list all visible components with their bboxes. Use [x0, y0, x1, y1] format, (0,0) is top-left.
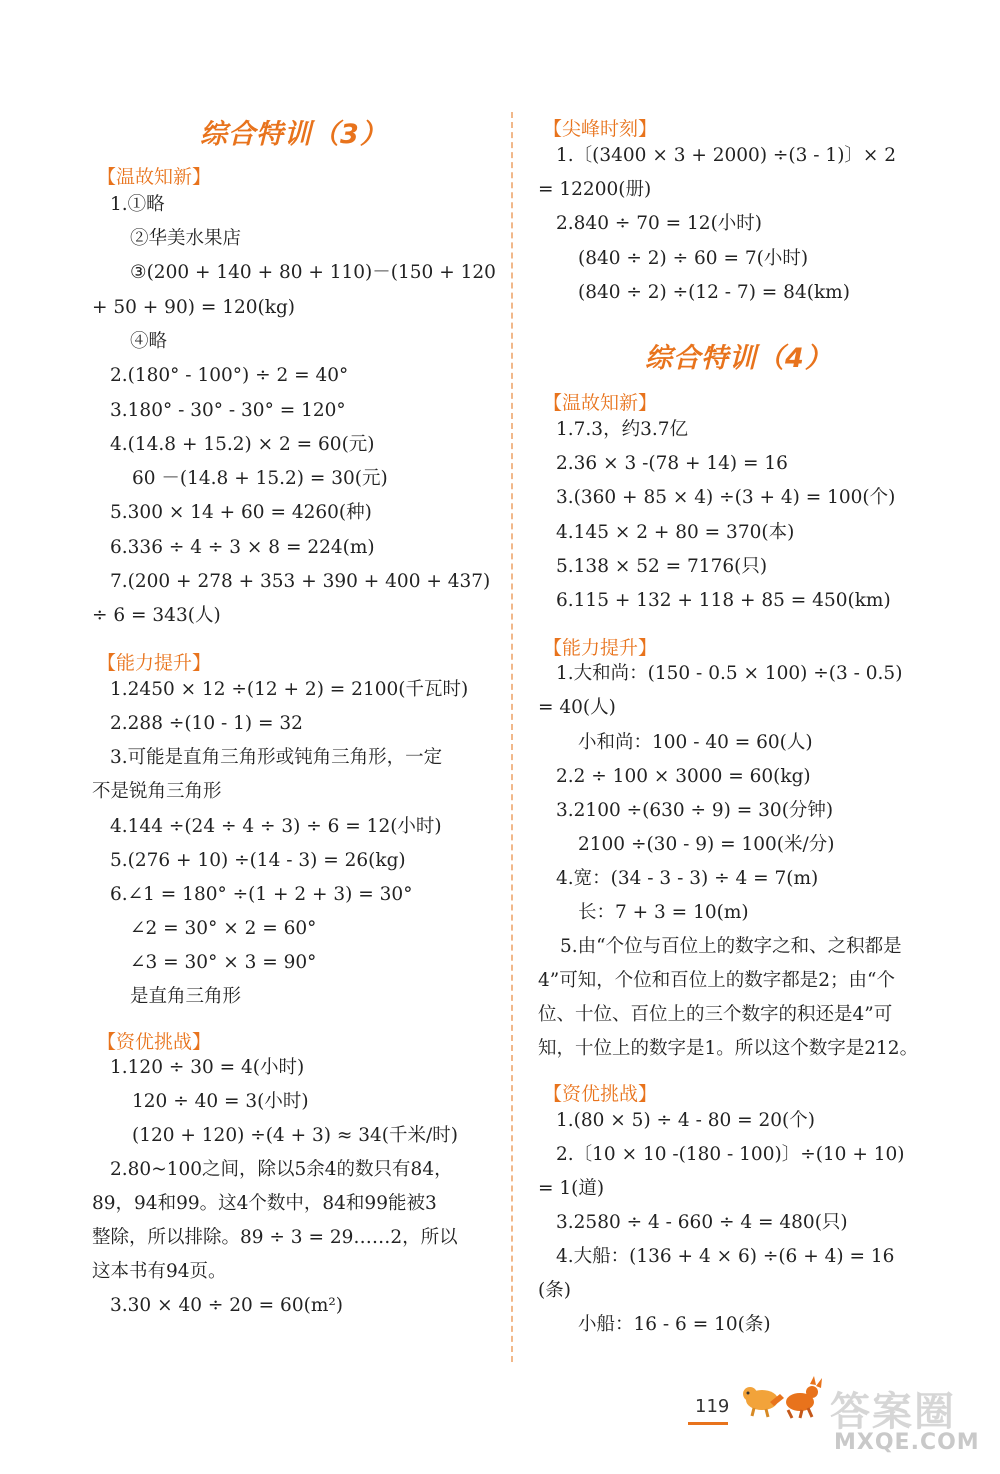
- section-header-right-1: 【温故知新】: [543, 392, 658, 414]
- answer-line: 89，94和99。这4个数中，84和99能被3: [92, 1193, 437, 1214]
- answer-line: 3.2580 ÷ 4 - 660 ÷ 4 = 480(只): [556, 1212, 848, 1233]
- answer-line: 3.2100 ÷(630 ÷ 9) = 30(分钟): [556, 800, 834, 821]
- page-number: 119: [695, 1396, 730, 1417]
- answer-line: 1.120 ÷ 30 = 4(小时): [110, 1057, 305, 1078]
- answer-line: 2.36 × 3 -(78 + 14) = 16: [556, 453, 788, 474]
- column-divider: [511, 112, 513, 1362]
- watermark-logo-text: 答案圈: [830, 1389, 956, 1435]
- answer-line: 长：7 + 3 = 10(m): [578, 902, 749, 923]
- answer-line: ÷ 6 = 343(人): [92, 605, 221, 626]
- answer-line: 2.80~100之间，除以5余4的数只有84，: [110, 1159, 453, 1180]
- answer-line: ③(200 + 140 + 80 + 110)－(150 + 120: [130, 262, 496, 283]
- answer-line: 小和尚：100 - 40 = 60(人): [578, 732, 813, 753]
- answer-line: (120 + 120) ÷(4 + 3) ≈ 34(千米/时): [132, 1125, 458, 1146]
- answer-line: 4.145 × 2 + 80 = 370(本): [556, 522, 795, 543]
- answer-line: 5.138 × 52 = 7176(只): [556, 556, 768, 577]
- title-left: 综合特训（3）: [200, 119, 388, 150]
- answer-line: 2.2 ÷ 100 × 3000 = 60(kg): [556, 766, 811, 787]
- answer-line: + 50 + 90) = 120(kg): [92, 297, 296, 318]
- answer-line: 60 －(14.8 + 15.2) = 30(元): [132, 468, 388, 489]
- answer-line: = 12200(册): [538, 179, 652, 200]
- answer-line: 1.①略: [110, 194, 165, 215]
- answer-line: (840 ÷ 2) ÷ 60 = 7(小时): [578, 248, 809, 269]
- page-number-underline: [688, 1422, 728, 1425]
- answer-line: 2.840 ÷ 70 = 12(小时): [556, 213, 763, 234]
- answer-line: 5.由“个位与百位上的数字之和、之积都是: [560, 936, 902, 957]
- answer-line: 是直角三角形: [130, 986, 242, 1007]
- answer-line: 3.30 × 40 ÷ 20 = 60(m²): [110, 1295, 343, 1316]
- answer-line: ②华美水果店: [130, 228, 242, 249]
- section-header-right-2: 【能力提升】: [543, 637, 658, 659]
- answer-line: 1.〔(3400 × 3 + 2000) ÷(3 - 1)〕× 2: [556, 145, 897, 166]
- answer-line: 位、十位、百位上的三个数字的积还是4”可: [538, 1004, 893, 1025]
- answer-line: 2.〔10 × 10 -(180 - 100)〕÷(10 + 10): [556, 1144, 905, 1165]
- answer-line: 4.宽：(34 - 3 - 3) ÷ 4 = 7(m): [556, 868, 819, 889]
- answer-line: 1.大和尚：(150 - 0.5 × 100) ÷(3 - 0.5): [556, 663, 903, 684]
- answer-line: ④略: [130, 331, 168, 352]
- answer-line: 3.可能是直角三角形或钝角三角形，一定: [110, 747, 443, 768]
- answer-line: 6.∠1 = 180° ÷(1 + 2 + 3) = 30°: [110, 884, 413, 905]
- answer-line: ∠2 = 30° × 2 = 60°: [130, 918, 317, 939]
- answer-line: 5.300 × 14 + 60 = 4260(种): [110, 502, 372, 523]
- answer-line: 这本书有94页。: [92, 1261, 227, 1282]
- answer-line: = 1(道): [538, 1178, 605, 1199]
- answer-line: 整除，所以排除。89 ÷ 3 = 29……2，所以: [92, 1227, 458, 1248]
- section-header-right-3: 【资优挑战】: [543, 1083, 658, 1105]
- answer-line: 1.(80 × 5) ÷ 4 - 80 = 20(个): [556, 1110, 815, 1131]
- answer-line: 1.2450 × 12 ÷(12 + 2) = 2100(千瓦时): [110, 679, 469, 700]
- title-right: 综合特训（4）: [645, 343, 833, 374]
- answer-line: ∠3 = 30° × 3 = 90°: [130, 952, 317, 973]
- answer-line: 4.(14.8 + 15.2) × 2 = 60(元): [110, 434, 375, 455]
- answer-line: 知，十位上的数字是1。所以这个数字是212。: [538, 1038, 919, 1059]
- section-header-left-2: 【能力提升】: [97, 652, 212, 674]
- answer-line: 小船：16 - 6 = 10(条): [578, 1314, 771, 1335]
- answer-line: 4”可知，个位和百位上的数字都是2；由“个: [538, 970, 895, 991]
- answer-line: 6.115 + 132 + 118 + 85 = 450(km): [556, 590, 891, 611]
- answer-line: 3.180° - 30° - 30° = 120°: [110, 400, 346, 421]
- section-header-right-0: 【尖峰时刻】: [543, 118, 658, 140]
- watermark-url: MXQE.COM: [834, 1430, 980, 1455]
- section-header-left-1: 【温故知新】: [97, 166, 212, 188]
- answer-line: = 40(人): [538, 697, 616, 718]
- answer-line: 1.7.3，约3.7亿: [556, 419, 688, 440]
- answer-line: 2100 ÷(30 - 9) = 100(米/分): [578, 834, 835, 855]
- answer-line: 3.(360 + 85 × 4) ÷(3 + 4) = 100(个): [556, 487, 896, 508]
- answer-line: 5.(276 + 10) ÷(14 - 3) = 26(kg): [110, 850, 406, 871]
- answer-line: (条): [538, 1280, 571, 1301]
- answer-line: 2.288 ÷(10 - 1) = 32: [110, 713, 303, 734]
- answer-line: 4.大船：(136 + 4 × 6) ÷(6 + 4) = 16: [556, 1246, 895, 1267]
- answer-line: (840 ÷ 2) ÷(12 - 7) = 84(km): [578, 282, 850, 303]
- answer-line: 7.(200 + 278 + 353 + 390 + 400 + 437): [110, 571, 491, 592]
- watermark: [830, 1380, 990, 1460]
- answer-line: 不是锐角三角形: [92, 781, 222, 802]
- answer-line: 6.336 ÷ 4 ÷ 3 × 8 = 224(m): [110, 537, 375, 558]
- answer-line: 4.144 ÷(24 ÷ 4 ÷ 3) ÷ 6 = 12(小时): [110, 816, 442, 837]
- decorative-animals-icon: [740, 1372, 830, 1422]
- answer-line: 120 ÷ 40 = 3(小时): [132, 1091, 309, 1112]
- answer-line: 2.(180° - 100°) ÷ 2 = 40°: [110, 365, 349, 386]
- section-header-left-3: 【资优挑战】: [97, 1031, 212, 1053]
